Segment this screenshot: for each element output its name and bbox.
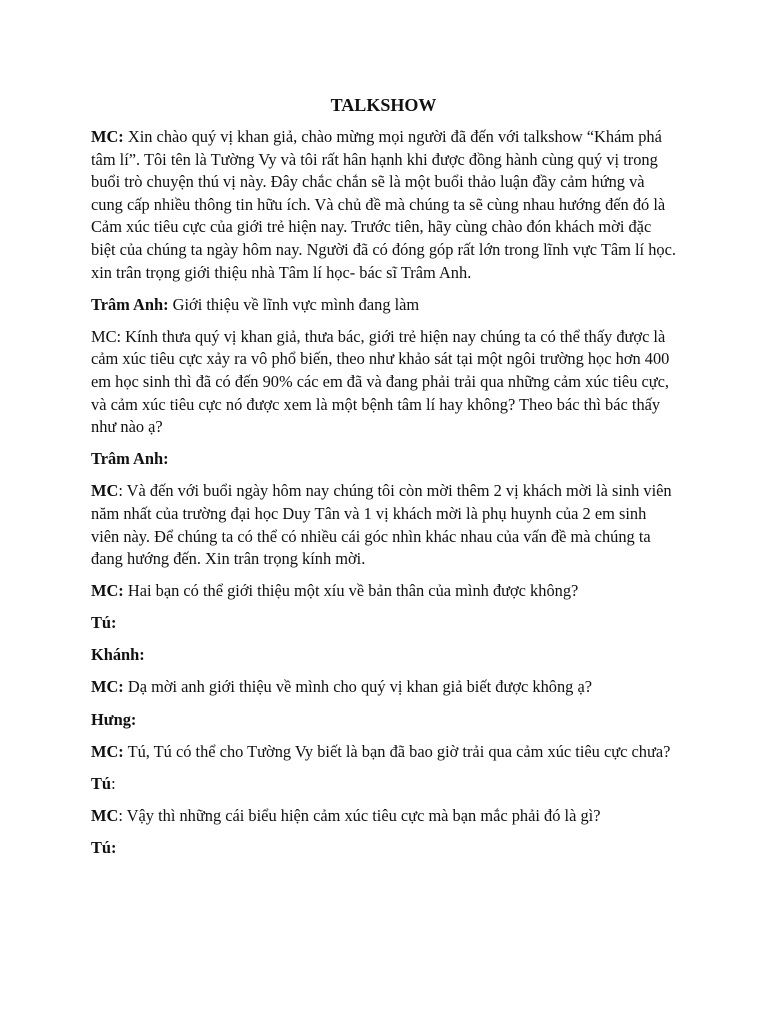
speaker-label: Trâm Anh: bbox=[91, 294, 169, 314]
paragraph-9 bbox=[91, 676, 676, 699]
paragraph-10 bbox=[91, 709, 676, 732]
paragraph-6 bbox=[91, 580, 676, 603]
paragraph-7 bbox=[91, 612, 676, 635]
paragraph-12 bbox=[91, 773, 676, 796]
speaker-label: Hưng: bbox=[91, 709, 137, 729]
speaker-label: MC: bbox=[91, 677, 124, 697]
speaker-label: MC: bbox=[91, 581, 124, 601]
paragraph-8 bbox=[91, 644, 676, 667]
paragraph-14 bbox=[91, 837, 676, 860]
paragraph-3 bbox=[91, 326, 676, 439]
speaker-label: MC bbox=[91, 805, 119, 825]
speaker-label: Tú: bbox=[91, 613, 117, 633]
speaker-label: Trâm Anh: bbox=[91, 449, 169, 469]
speaker-label: MC bbox=[91, 481, 119, 501]
paragraph-text: Dạ mời anh giới thiệu về mình cho quý vị khan giả biết được không ạ? bbox=[123, 677, 592, 697]
paragraph-text: Giới thiệu về lĩnh vực mình đang làm bbox=[168, 294, 420, 314]
document-title: TALKSHOW bbox=[330, 95, 437, 115]
speaker-label: MC: bbox=[91, 741, 124, 761]
paragraph-4 bbox=[91, 448, 676, 471]
paragraph-text: Hai bạn có thể giới thiệu một xíu về bản thân của mình được không? bbox=[123, 581, 579, 601]
speaker-label: Tú: bbox=[91, 837, 117, 857]
paragraph-1 bbox=[91, 126, 676, 284]
paragraph-text: Tú, Tú có thể cho Tường Vy biết là bạn đã bao giờ trải qua cảm xúc tiêu cực chưa? bbox=[123, 741, 671, 761]
paragraph-text: : Vậy thì những cái biểu hiện cảm xúc tiêu cực mà bạn mắc phải đó là gì? bbox=[118, 805, 601, 825]
speaker-label: Tú bbox=[91, 773, 112, 793]
paragraph-13 bbox=[91, 805, 676, 828]
paragraph-text: : Và đến với buổi ngày hôm nay chúng tôi còn mời thêm 2 vị khách mời là sinh viên năm nhất của trường đại học Duy Tân và 1 vị khách mời là phụ huynh của 2 em sinh viên này. Để chúng ta có thể có nhiều cái góc nhìn khác nhau của vấn đề mà chúng ta đang hướng đến. Xin trân trọng kính mời. bbox=[91, 481, 672, 569]
paragraph-text: : bbox=[111, 773, 116, 793]
paragraph-5 bbox=[91, 480, 676, 570]
speaker-label: Khánh: bbox=[91, 645, 145, 665]
paragraph-2 bbox=[91, 294, 676, 317]
paragraph-text: MC: Kính thưa quý vị khan giả, thưa bác, giới trẻ hiện nay chúng ta có thể thấy được là cảm xúc tiêu cực xảy ra vô phổ biến, theo như khảo sát tại một ngôi trường học hơn 400 em học sinh thì đã có đến 90% các em đã và đang phải trải qua những cảm xúc tiêu cực, và cảm xúc tiêu cực nó được xem là một bệnh tâm lí hay không? Theo bác thì bác thấy như nào ạ? bbox=[91, 326, 670, 437]
paragraph-text: Xin chào quý vị khan giả, chào mừng mọi người đã đến với talkshow “Khám phá tâm lí”. Tôi tên là Tường Vy và tôi rất hân hạnh khi được đồng hành cùng quý vị trong buổi trò chuyện thú vị này. Đây chắc chắn sẽ là một buổi thảo luận đầy cảm hứng và cung cấp nhiều thông tin hữu ích. Và chủ đề mà chúng ta sẽ cùng nhau hướng đến đó là Cảm xúc tiêu cực của giới trẻ hiện nay. Trước tiên, hãy cùng chào đón khách mời đặc biệt của chúng ta ngày hôm nay. Người đã có đóng góp rất lớn trong lĩnh vực Tâm lí học. xin trân trọng giới thiệu nhà Tâm lí học- bác sĩ Trâm Anh. bbox=[91, 127, 676, 282]
speaker-label: MC: bbox=[91, 127, 124, 146]
paragraph-11 bbox=[91, 741, 676, 764]
